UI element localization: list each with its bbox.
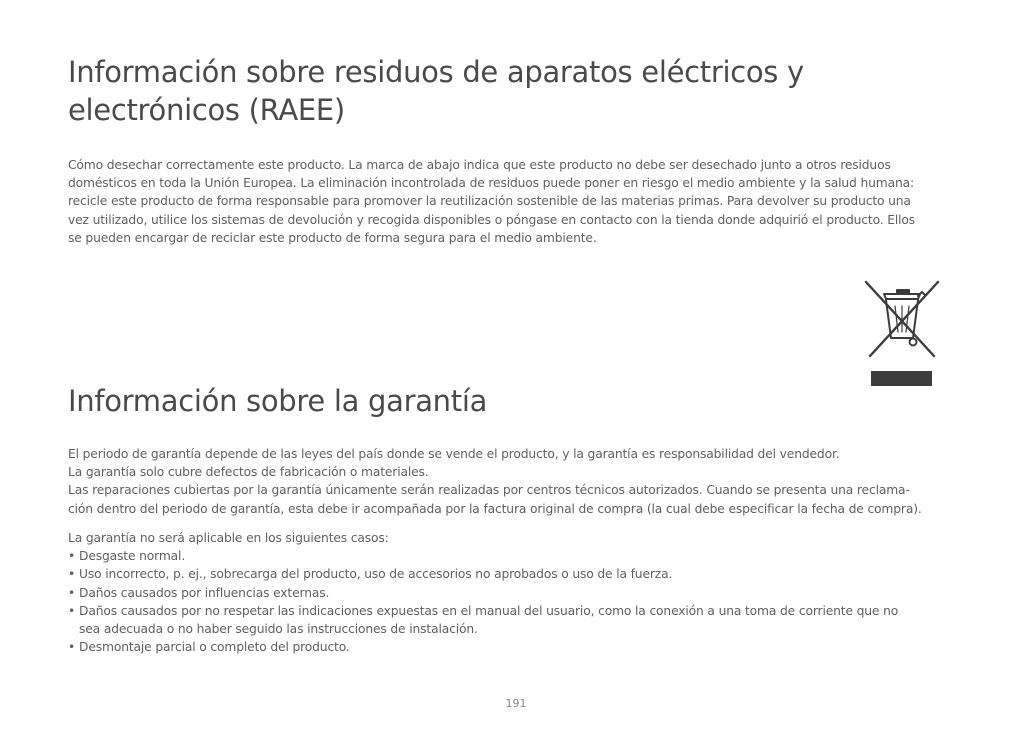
weee-body-line: domésticos en toda la Unión Europea. La eliminación incontrolada de residuos puede poner en riesgo el medio ambiente y la salud humana:: [68, 176, 914, 191]
list-item-text: Uso incorrecto, p. ej., sobrecarga del producto, uso de accesorios no aprobados o uso de la fuerza.: [79, 567, 673, 582]
list-item: [68, 602, 964, 638]
list-item: [68, 584, 964, 602]
list-item-text: Desmontaje parcial o completo del producto.: [79, 640, 350, 655]
list-item: [68, 565, 964, 583]
bullet-icon: •: [68, 585, 76, 600]
bullet-icon: •: [68, 640, 76, 655]
page-number: 191: [505, 697, 527, 710]
warranty-intro-line: Las reparaciones cubiertas por la garantía únicamente serán realizadas por centros técnicos autorizados. Cuando se presenta una reclama-: [68, 483, 910, 498]
warranty-title: Información sobre la garantía: [68, 384, 488, 418]
warranty-intro: [68, 445, 964, 518]
warranty-intro-line: ción dentro del periodo de garantía, esta debe ir acompañada por la factura original de compra (la cual debe especificar la fecha de compra).: [68, 501, 922, 516]
list-item-text: Daños causados por influencias externas.: [79, 585, 330, 600]
crossed-out-wheelie-bin-icon: [862, 278, 942, 388]
weee-body: [68, 156, 964, 247]
exclusions-heading: La garantía no será aplicable en los siguientes casos:: [68, 531, 389, 545]
list-item: [68, 547, 964, 565]
bullet-icon: •: [68, 567, 76, 582]
warranty-exclusions: [68, 529, 964, 656]
bullet-icon: •: [68, 549, 76, 564]
list-item: [68, 638, 964, 656]
warranty-intro-line: La garantía solo cubre defectos de fabricación o materiales.: [68, 465, 429, 480]
list-item-text: Desgaste normal.: [79, 549, 186, 564]
list-item-text: Daños causados por no respetar las indicaciones expuestas en el manual del usuario, como la conexión a una toma de corriente que no: [79, 603, 899, 618]
exclusions-list: [68, 547, 964, 656]
weee-body-line: Cómo desechar correctamente este producto. La marca de abajo indica que este producto no debe ser desechado junto a otros residuos: [68, 158, 891, 172]
weee-body-line: se pueden encargar de reciclar este producto de forma segura para el medio ambiente.: [68, 230, 597, 245]
weee-body-line: vez utilizado, utilice los sistemas de devolución y recogida disponibles o póngase en contacto con la tienda donde adquirió el producto. Ellos: [68, 212, 916, 227]
bullet-icon: •: [68, 603, 76, 618]
warranty-intro-line: El periodo de garantía depende de las leyes del país donde se vende el producto, y la garantía es responsabilidad del vendedor.: [68, 447, 840, 461]
list-item-text-continued: sea adecuada o no haber seguido las instrucciones de instalación.: [79, 622, 478, 637]
weee-title: Información sobre residuos de aparatos eléctricos y electrónicos (RAEE): [68, 55, 804, 127]
weee-body-line: recicle este producto de forma responsable para promover la reutilización sostenible de las materias primas. Para devolver su producto una: [68, 194, 911, 209]
